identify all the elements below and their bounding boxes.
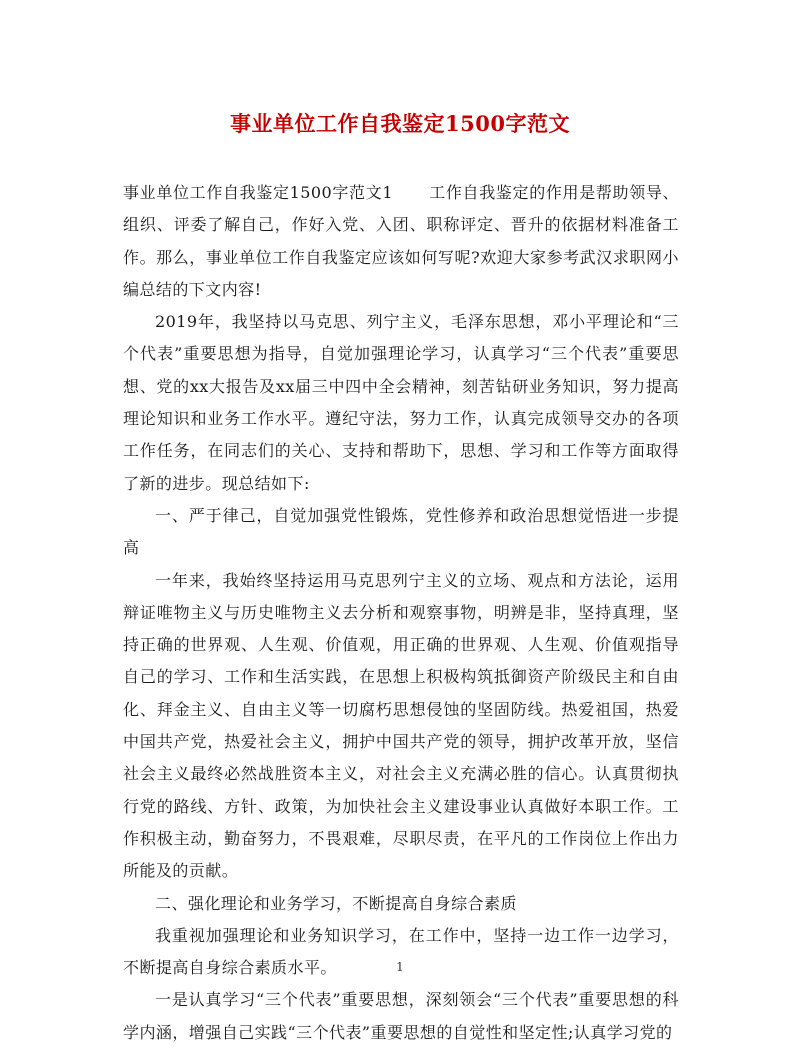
- section-heading-2: 二、强化理论和业务学习，不断提高自身综合素质: [155, 893, 517, 913]
- page-number: 1: [396, 960, 404, 974]
- intro-heading: 事业单位工作自我鉴定1500字范文1: [123, 183, 394, 202]
- intro-text: 工作自我鉴定的作用是帮助领导、组织、评委了解自己，作好入党、入团、职称评定、晋升的依据材料准备工作。那么，事业单位工作自我鉴定应该如何写呢?欢迎大家参考武汉求职网小编总结的下文内容!: [123, 183, 679, 299]
- document-title: 事业单位工作自我鉴定1500字范文: [230, 111, 570, 136]
- paragraph-section-2: 我重视加强理论和业务知识学习，在工作中，坚持一边工作一边学习，不断提高自身综合素质水平。: [123, 925, 679, 978]
- paragraph-summary: 2019年，我坚持以马克思、列宁主义，毛泽东思想，邓小平理论和“三个代表”重要思想为指导，自觉加强理论学习，认真学习“三个代表”重要思想、党的xx大报告及xx届三中四中全会精神，刻苦钻研业务知识，努力提高理论知识和业务工作水平。遵纪守法，努力工作，认真完成领导交办的各项工作任务，在同志们的关心、支持和帮助下，思想、学习和工作等方面取得了新的进步。现总结如下:: [123, 312, 679, 493]
- intro-paragraph: [123, 177, 679, 306]
- paragraph-point-1: 一是认真学习“三个代表”重要思想，深刻领会“三个代表”重要思想的科学内涵，增强自己实践“三个代表”重要思想的自觉性和坚定性;认真学习党的: [123, 990, 679, 1042]
- section-heading-1: 一、严于律己，自觉加强党性锻炼，党性修养和政治思想觉悟进一步提高: [123, 505, 679, 558]
- document-body: [123, 177, 679, 1049]
- paragraph-section-1: 一年来，我始终坚持运用马克思列宁主义的立场、观点和方法论，运用辩证唯物主义与历史唯物主义去分析和观察事物，明辨是非，坚持真理，坚持正确的世界观、人生观、价值观，用正确的世界观、人生观、价值观指导自己的学习、工作和生活实践，在思想上积极构筑抵御资产阶级民主和自由化、拜金主义、自由主义等一切腐朽思想侵蚀的坚固防线。热爱祖国，热爱中国共产党，热爱社会主义，拥护中国共产党的领导，拥护改革开放，坚信社会主义最终必然战胜资本主义，对社会主义充满必胜的信心。认真贯彻执行党的路线、方针、政策，为加快社会主义建设事业认真做好本职工作。工作积极主动，勤奋努力，不畏艰难，尽职尽责，在平凡的工作岗位上作出力所能及的贡献。: [123, 570, 679, 881]
